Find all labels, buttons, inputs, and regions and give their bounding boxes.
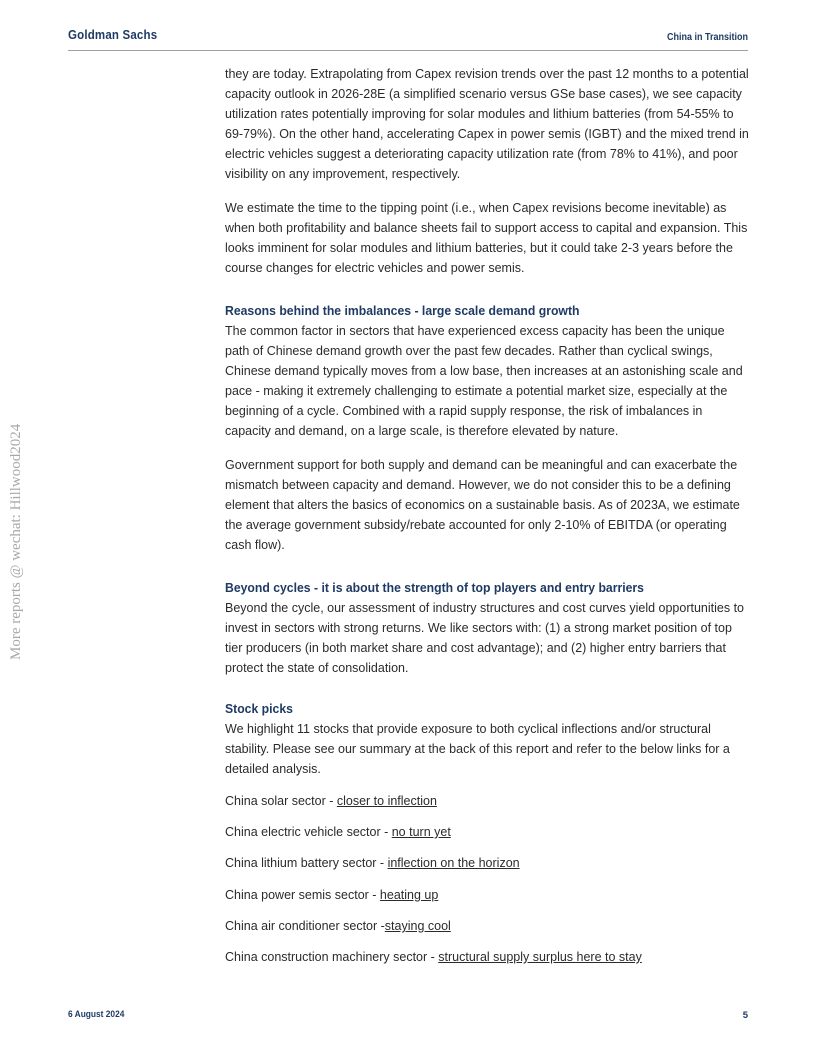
link-line-construction: China construction machinery sector - structural supply surplus here to stay — [225, 950, 642, 964]
paragraph-government-support: Government support for both supply and demand can be meaningful and can exacerbate the mismatch between capacity and demand. However, we do not consider this to be a defining element that alters the basics of economics on a sustainable basis. As of 2023A, we estimate the average government subsidy/rebate accounted for only 2-10% of EBITDA (or operating cash flow). — [225, 458, 740, 552]
paragraph-demand-growth: The common factor in sectors that have experienced excess capacity has been the unique path of Chinese demand growth over the past few decades. Rather than cyclical swings, Chinese demand typically moves from a low base, then increases at an astonishing scale and pace - making it extremely challenging to estimate a potential market size, especially at the beginning of a cycle. Combined with a rapid supply response, the risk of imbalances in capacity and demand, on a large scale, is therefore elevated by nature. — [225, 324, 743, 438]
main-content — [225, 64, 750, 967]
link-line-power-semis: China power semis sector - heating up — [225, 888, 439, 902]
heading-beyond-cycles: Beyond cycles - it is about the strength of top players and entry barriers — [225, 580, 644, 595]
page-number: 5 — [742, 1010, 748, 1021]
link-line-lithium: China lithium battery sector - inflection on the horizon — [225, 856, 520, 870]
paragraph-stock-picks: We highlight 11 stocks that provide exposure to both cyclical inflections and/or structural stability. Please see our summary at the back of this report and refer to the below links for a detailed analysis. — [225, 722, 730, 776]
link-line-air-conditioner: China air conditioner sector -staying cool — [225, 919, 451, 933]
link-line-solar: China solar sector - closer to inflection — [225, 794, 437, 808]
footer-date: 6 August 2024 — [68, 1009, 125, 1020]
link-staying-cool[interactable]: staying cool — [384, 919, 451, 933]
heading-reasons-imbalances: Reasons behind the imbalances - large scale demand growth — [225, 303, 580, 318]
report-title: China in Transition — [666, 32, 748, 43]
link-heating-up[interactable]: heating up — [379, 888, 439, 902]
heading-stock-picks: Stock picks — [225, 701, 293, 716]
link-closer-to-inflection[interactable]: closer to inflection — [336, 794, 437, 808]
link-no-turn-yet[interactable]: no turn yet — [391, 825, 451, 839]
paragraph-tipping-point: We estimate the time to the tipping point (i.e., when Capex revisions become inevitable) as when both profitability and balance sheets fail to support access to capital and expansion. This looks imminent for solar modules and lithium batteries, but it could take 2-3 years before the course changes for electric vehicles and power semis. — [225, 201, 748, 275]
paragraph-capacity-utilization: they are today. Extrapolating from Capex revision trends over the past 12 months to a potential capacity outlook in 2026-28E (a simplified scenario versus GSe base cases), we see capacity utilization rates potentially improving for solar modules and lithium batteries (from 54-55% to 69-79%). On the other hand, accelerating Capex in power semis (IGBT) and the mixed trend in electric vehicles suggest a deteriorating capacity utilization rate (from 78% to 41%), and poor visibility on any improvement, respectively. — [225, 67, 749, 181]
link-inflection-on-horizon[interactable]: inflection on the horizon — [387, 856, 520, 870]
brand-name: Goldman Sachs — [68, 28, 158, 42]
paragraph-industry-structures: Beyond the cycle, our assessment of industry structures and cost curves yield opportunities to invest in sectors with strong returns. We like sectors with: (1) a strong market position of top tier producers (in both market share and cost advantage); and (2) higher entry barriers that protect the state of consolidation. — [225, 601, 745, 675]
link-structural-supply-surplus[interactable]: structural supply surplus here to stay — [438, 950, 642, 964]
link-line-ev: China electric vehicle sector - no turn yet — [225, 825, 451, 839]
watermark: More reports @ wechat: Hillwood2024 — [8, 423, 24, 660]
header-divider — [68, 50, 748, 51]
